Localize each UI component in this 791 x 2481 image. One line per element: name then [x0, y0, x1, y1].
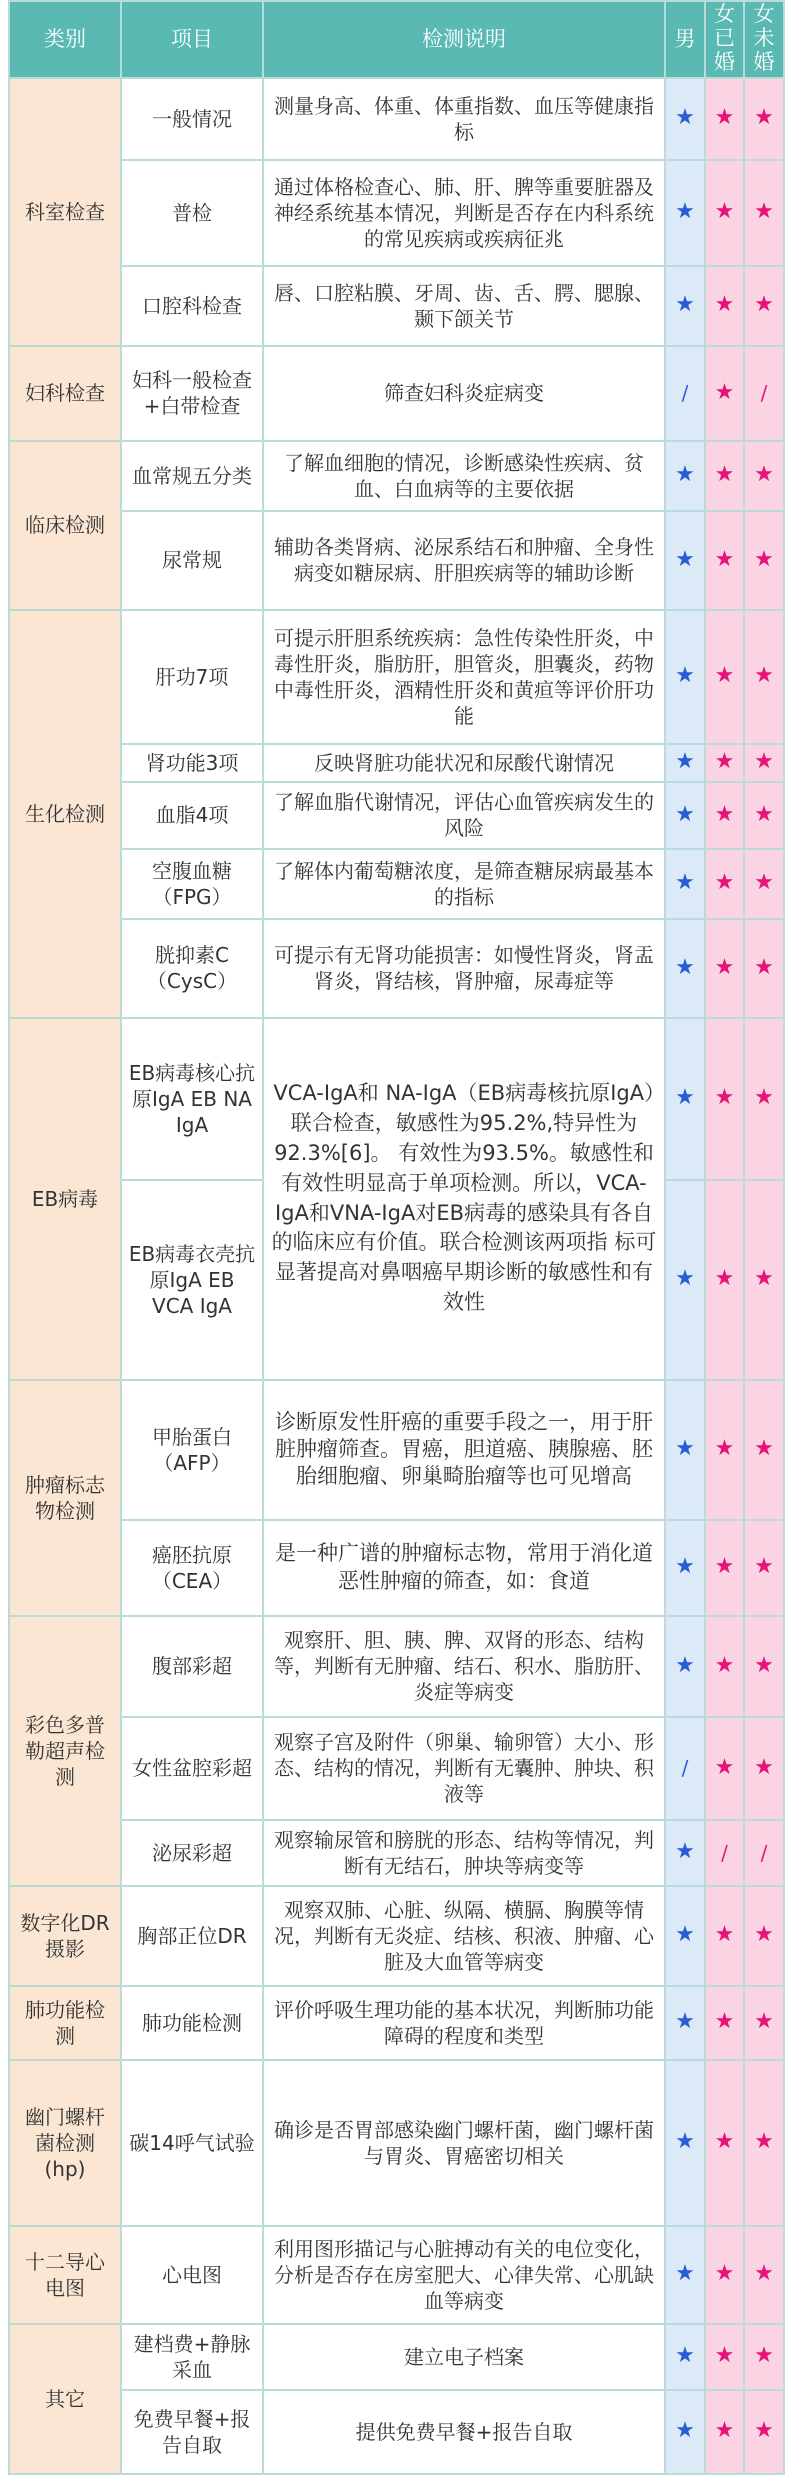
star-icon: ★ [754, 2261, 774, 2287]
star-icon: ★ [714, 379, 735, 405]
female-married-mark [705, 1886, 744, 1986]
star-icon: ★ [754, 1754, 774, 1780]
male-mark [665, 346, 705, 441]
male-mark [665, 441, 705, 511]
male-mark [665, 1180, 705, 1380]
female-married-mark [705, 1616, 744, 1717]
male-mark [665, 1717, 705, 1820]
star-icon: ★ [714, 462, 735, 488]
female-married-mark [705, 1717, 744, 1820]
star-icon: ★ [675, 801, 695, 827]
female-unmarried-mark [744, 1717, 784, 1820]
item-cell: 肝功7项 [121, 610, 263, 744]
female-unmarried-mark [744, 1520, 784, 1616]
desc-cell: 观察子宫及附件（卵巢、输卵管）大小、形态、结构的情况，判断有无囊肿、肿块、积液等 [263, 1717, 665, 1820]
star-icon: ★ [714, 663, 735, 689]
header-category: 类别 [9, 1, 121, 78]
male-mark [665, 1886, 705, 1986]
male-mark [665, 1018, 705, 1180]
star-icon: ★ [675, 663, 695, 689]
item-cell: 口腔科检查 [121, 266, 263, 346]
star-icon: ★ [714, 1922, 735, 1948]
desc-cell: 通过体格检查心、肺、肝、脾等重要脏器及神经系统基本情况，判断是否存在内科系统的常见疾病或疾病征兆 [263, 160, 665, 266]
desc-cell: 可提示肝胆系统疾病：急性传染性肝炎，中毒性肝炎，脂肪肝，胆管炎，胆囊炎，药物中毒性肝炎，酒精性肝炎和黄疸等评价肝功能 [263, 610, 665, 744]
female-married-mark [705, 2324, 744, 2390]
star-icon: ★ [754, 954, 774, 980]
item-cell: 女性盆腔彩超 [121, 1717, 263, 1820]
star-icon: ★ [714, 199, 735, 225]
star-icon: ★ [754, 292, 774, 318]
star-icon: ★ [754, 1266, 774, 1292]
category-cell: EB病毒 [9, 1018, 121, 1380]
star-icon: ★ [754, 2009, 774, 2035]
star-icon: ★ [714, 801, 735, 827]
female-unmarried-mark [744, 1986, 784, 2060]
star-icon: ★ [675, 954, 695, 980]
desc-cell: 测量身高、体重、体重指数、血压等健康指标 [263, 78, 665, 160]
female-unmarried-mark [744, 1180, 784, 1380]
star-icon: ★ [675, 1839, 695, 1865]
male-mark [665, 849, 705, 919]
female-unmarried-mark [744, 1018, 784, 1180]
slash-mark: / [760, 1840, 768, 1865]
star-icon: ★ [714, 2009, 735, 2035]
category-cell: 数字化DR摄影 [9, 1886, 121, 1986]
male-mark [665, 610, 705, 744]
star-icon: ★ [714, 1436, 735, 1462]
category-cell: 其它 [9, 2324, 121, 2474]
table-row [9, 782, 784, 849]
male-mark [665, 1616, 705, 1717]
female-married-mark [705, 1180, 744, 1380]
female-unmarried-mark [744, 2390, 784, 2474]
category-cell: 彩色多普勒超声检测 [9, 1616, 121, 1886]
item-cell: 胸部正位DR [121, 1886, 263, 1986]
star-icon: ★ [714, 1085, 735, 1111]
female-unmarried-mark [744, 1616, 784, 1717]
female-unmarried-mark [744, 441, 784, 511]
female-unmarried-mark [744, 511, 784, 610]
star-icon: ★ [675, 1266, 695, 1292]
female-unmarried-mark [744, 2060, 784, 2226]
male-mark [665, 1820, 705, 1886]
star-icon: ★ [714, 954, 735, 980]
table-row [9, 346, 784, 441]
category-cell: 十二导心电图 [9, 2226, 121, 2324]
star-icon: ★ [714, 1754, 735, 1780]
item-cell: 血脂4项 [121, 782, 263, 849]
star-icon: ★ [675, 546, 695, 572]
female-married-mark [705, 1520, 744, 1616]
star-icon: ★ [754, 1554, 774, 1580]
desc-cell: 反映肾脏功能状况和尿酸代谢情况 [263, 744, 665, 782]
star-icon: ★ [675, 2261, 695, 2287]
star-icon: ★ [714, 1266, 735, 1292]
star-icon: ★ [675, 1436, 695, 1462]
desc-cell: VCA-IgA和 NA-IgA（EB病毒核抗原IgA）联合检查，敏感性为95.2%,特异性为92.3%[6]。 有效性为93.5%。敏感性和有效性明显高于单项检测。所以，VCA-IgA和VNA-IgA对EB病毒的感染具有各自的临床应有价值。联合检测该两项指 标可显著提高对鼻咽癌早期诊断的敏感性和有效性 [263, 1018, 665, 1380]
table-row [9, 1886, 784, 1986]
table-row [9, 2060, 784, 2226]
female-unmarried-mark [744, 1886, 784, 1986]
table-row [9, 78, 784, 160]
desc-cell: 筛查妇科炎症病变 [263, 346, 665, 441]
item-cell: 胱抑素C（CysC） [121, 919, 263, 1018]
table-row [9, 610, 784, 744]
male-mark [665, 511, 705, 610]
star-icon: ★ [754, 1436, 774, 1462]
female-married-mark [705, 1380, 744, 1520]
female-married-mark [705, 266, 744, 346]
star-icon: ★ [714, 1652, 735, 1678]
male-mark [665, 1380, 705, 1520]
male-mark [665, 1520, 705, 1616]
star-icon: ★ [754, 2129, 774, 2155]
header-female-married: 女已婚 [705, 1, 744, 78]
female-married-mark [705, 782, 744, 849]
slash-mark: / [721, 1840, 728, 1865]
desc-cell: 观察输尿管和膀胱的形态、结构等情况，判断有无结石，肿块等病变等 [263, 1820, 665, 1886]
star-icon: ★ [675, 2129, 695, 2155]
female-married-mark [705, 1986, 744, 2060]
desc-cell: 观察双肺、心脏、纵隔、横膈、胸膜等情况，判断有无炎症、结核、积液、肿瘤、心脏及大血管等病变 [263, 1886, 665, 1986]
desc-cell: 提供免费早餐+报告自取 [263, 2390, 665, 2474]
table-row [9, 1986, 784, 2060]
item-cell: 腹部彩超 [121, 1616, 263, 1717]
female-married-mark [705, 2060, 744, 2226]
female-married-mark [705, 346, 744, 441]
female-married-mark [705, 441, 744, 511]
star-icon: ★ [714, 2261, 735, 2287]
desc-cell: 可提示有无肾功能损害：如慢性肾炎，肾盂肾炎，肾结核，肾肿瘤，尿毒症等 [263, 919, 665, 1018]
male-mark [665, 919, 705, 1018]
star-icon: ★ [754, 801, 774, 827]
star-icon: ★ [675, 1652, 695, 1678]
desc-cell: 建立电子档案 [263, 2324, 665, 2390]
desc-cell: 了解体内葡萄糖浓度，是筛查糖尿病最基本的指标 [263, 849, 665, 919]
table-row [9, 1820, 784, 1886]
star-icon: ★ [714, 2418, 735, 2444]
star-icon: ★ [754, 1922, 774, 1948]
male-mark [665, 2390, 705, 2474]
female-married-mark [705, 160, 744, 266]
table-row [9, 919, 784, 1018]
female-married-mark [705, 919, 744, 1018]
star-icon: ★ [675, 749, 695, 775]
male-mark [665, 782, 705, 849]
female-unmarried-mark [744, 744, 784, 782]
category-cell: 肿瘤标志物检测 [9, 1380, 121, 1616]
slash-mark: / [760, 381, 768, 406]
star-icon: ★ [714, 870, 735, 896]
item-cell: 泌尿彩超 [121, 1820, 263, 1886]
female-married-mark [705, 744, 744, 782]
item-cell: 碳14呼气试验 [121, 2060, 263, 2226]
desc-cell: 是一种广谱的肿瘤标志物，常用于消化道恶性肿瘤的筛查，如：食道 [263, 1520, 665, 1616]
item-cell: 妇科一般检查+白带检查 [121, 346, 263, 441]
table-row [9, 2390, 784, 2474]
star-icon: ★ [714, 2129, 735, 2155]
desc-cell: 了解血细胞的情况，诊断感染性疾病、贫血、白血病等的主要依据 [263, 441, 665, 511]
star-icon: ★ [675, 292, 695, 318]
star-icon: ★ [675, 105, 695, 131]
table-row [9, 511, 784, 610]
female-married-mark [705, 1018, 744, 1180]
item-cell: 心电图 [121, 2226, 263, 2324]
star-icon: ★ [675, 2009, 695, 2035]
star-icon: ★ [675, 462, 695, 488]
female-unmarried-mark [744, 849, 784, 919]
category-cell: 临床检测 [9, 441, 121, 610]
star-icon: ★ [754, 546, 774, 572]
star-icon: ★ [675, 1554, 695, 1580]
female-unmarried-mark [744, 1380, 784, 1520]
star-icon: ★ [675, 870, 695, 896]
category-cell: 生化检测 [9, 610, 121, 1018]
star-icon: ★ [714, 1554, 735, 1580]
star-icon: ★ [754, 462, 774, 488]
table-row [9, 849, 784, 919]
star-icon: ★ [675, 1922, 695, 1948]
star-icon: ★ [714, 292, 735, 318]
item-cell: EB病毒核心抗原IgA EB NA IgA [121, 1018, 263, 1180]
star-icon: ★ [754, 870, 774, 896]
table-row [9, 160, 784, 266]
star-icon: ★ [754, 2343, 774, 2369]
male-mark [665, 744, 705, 782]
header-item: 项目 [121, 1, 263, 78]
item-cell: 尿常规 [121, 511, 263, 610]
star-icon: ★ [754, 199, 774, 225]
item-cell: 肺功能检测 [121, 1986, 263, 2060]
star-icon: ★ [754, 663, 774, 689]
star-icon: ★ [675, 199, 695, 225]
desc-cell: 辅助各类肾病、泌尿系结石和肿瘤、全身性病变如糖尿病、肝胆疾病等的辅助诊断 [263, 511, 665, 610]
item-cell: 普检 [121, 160, 263, 266]
item-cell: 血常规五分类 [121, 441, 263, 511]
star-icon: ★ [754, 1652, 774, 1678]
female-unmarried-mark [744, 610, 784, 744]
item-cell: 癌胚抗原（CEA） [121, 1520, 263, 1616]
table-row [9, 1717, 784, 1820]
star-icon: ★ [714, 105, 735, 131]
desc-cell: 唇、口腔粘膜、牙周、齿、舌、腭、腮腺、颞下颌关节 [263, 266, 665, 346]
item-cell: 甲胎蛋白（AFP） [121, 1380, 263, 1520]
item-cell: 建档费+静脉采血 [121, 2324, 263, 2390]
female-unmarried-mark [744, 2226, 784, 2324]
male-mark [665, 2324, 705, 2390]
table-row [9, 1018, 784, 1180]
male-mark [665, 2060, 705, 2226]
table-row [9, 1380, 784, 1520]
header-female-unmarried: 女未婚 [744, 1, 784, 78]
star-icon: ★ [714, 749, 735, 775]
table-row [9, 266, 784, 346]
star-icon: ★ [714, 2343, 735, 2369]
star-icon: ★ [675, 2418, 695, 2444]
header-male: 男 [665, 1, 705, 78]
star-icon: ★ [675, 1085, 695, 1111]
female-unmarried-mark [744, 1820, 784, 1886]
female-married-mark [705, 2390, 744, 2474]
category-cell: 科室检查 [9, 78, 121, 346]
female-unmarried-mark [744, 78, 784, 160]
slash-mark: / [681, 381, 689, 406]
category-cell: 肺功能检测 [9, 1986, 121, 2060]
desc-cell: 诊断原发性肝癌的重要手段之一，用于肝脏肿瘤筛查。胃癌，胆道癌、胰腺癌、胚胎细胞瘤、卵巢畸胎瘤等也可见增高 [263, 1380, 665, 1520]
female-married-mark [705, 2226, 744, 2324]
table-header-row [9, 1, 784, 78]
female-married-mark [705, 610, 744, 744]
star-icon: ★ [754, 1085, 774, 1111]
male-mark [665, 1986, 705, 2060]
item-cell: 肾功能3项 [121, 744, 263, 782]
female-married-mark [705, 511, 744, 610]
star-icon: ★ [714, 546, 735, 572]
female-married-mark [705, 849, 744, 919]
desc-cell: 确诊是否胃部感染幽门螺杆菌，幽门螺杆菌与胃炎、胃癌密切相关 [263, 2060, 665, 2226]
table-row [9, 2324, 784, 2390]
table-row [9, 2226, 784, 2324]
male-mark [665, 160, 705, 266]
item-cell: 免费早餐+报告自取 [121, 2390, 263, 2474]
slash-mark: / [681, 1756, 689, 1781]
star-icon: ★ [754, 749, 774, 775]
desc-cell: 利用图形描记与心脏搏动有关的电位变化，分析是否存在房室肥大、心律失常、心肌缺血等病变 [263, 2226, 665, 2324]
female-unmarried-mark [744, 346, 784, 441]
table-row [9, 441, 784, 511]
female-unmarried-mark [744, 919, 784, 1018]
header-desc: 检测说明 [263, 1, 665, 78]
female-unmarried-mark [744, 266, 784, 346]
female-married-mark [705, 1820, 744, 1886]
table-row [9, 1520, 784, 1616]
desc-cell: 评价呼吸生理功能的基本状况，判断肺功能障碍的程度和类型 [263, 1986, 665, 2060]
star-icon: ★ [754, 105, 774, 131]
male-mark [665, 266, 705, 346]
item-cell: 空腹血糖（FPG） [121, 849, 263, 919]
star-icon: ★ [675, 2343, 695, 2369]
female-unmarried-mark [744, 160, 784, 266]
male-mark [665, 2226, 705, 2324]
category-cell: 幽门螺杆菌检测(hp) [9, 2060, 121, 2226]
desc-cell: 观察肝、胆、胰、脾、双肾的形态、结构等，判断有无肿瘤、结石、积水、脂肪肝、炎症等病变 [263, 1616, 665, 1717]
desc-cell: 了解血脂代谢情况，评估心血管疾病发生的风险 [263, 782, 665, 849]
item-cell: EB病毒衣壳抗原IgA EB VCA IgA [121, 1180, 263, 1380]
female-unmarried-mark [744, 2324, 784, 2390]
female-unmarried-mark [744, 782, 784, 849]
male-mark [665, 78, 705, 160]
exam-table [8, 0, 785, 2475]
table-row [9, 1616, 784, 1717]
table-row [9, 744, 784, 782]
category-cell: 妇科检查 [9, 346, 121, 441]
item-cell: 一般情况 [121, 78, 263, 160]
female-married-mark [705, 78, 744, 160]
star-icon: ★ [754, 2418, 774, 2444]
